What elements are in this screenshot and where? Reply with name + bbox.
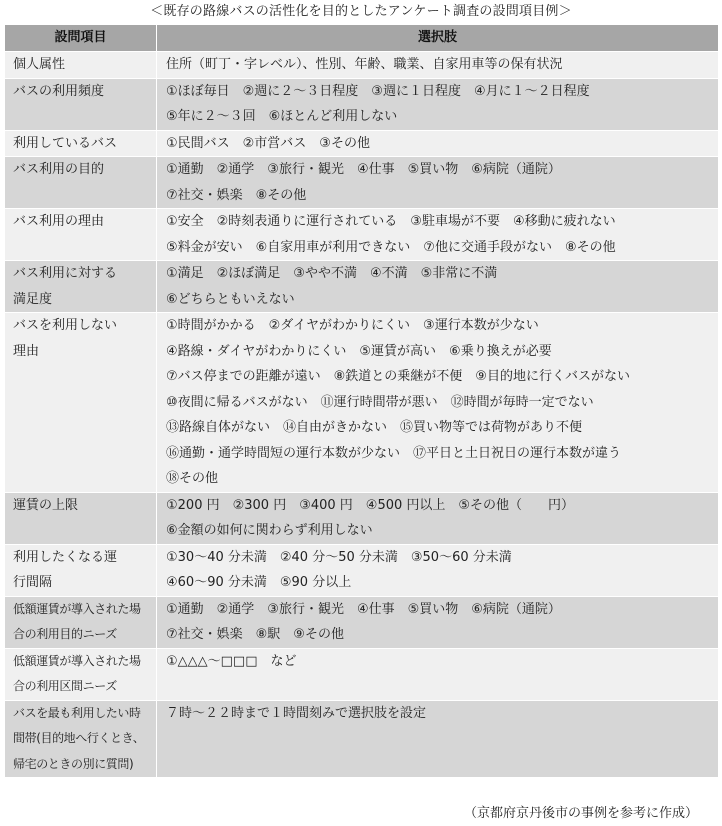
options-cell: [157, 209, 719, 261]
table-row: [5, 130, 719, 157]
question-item-text: バス利用の目的: [13, 162, 105, 177]
table-row: [5, 261, 719, 313]
option-line: ①安全 ②時刻表通りに運行されている ③駐車場が不要 ④移動に疲れない: [166, 214, 616, 229]
options-cell: [157, 52, 719, 79]
table-row: [5, 492, 719, 544]
question-item-cell: [5, 157, 157, 209]
table-row: [5, 52, 719, 79]
question-item-cell: [5, 313, 157, 493]
option-line: ①満足 ②ほぼ満足 ③やや不満 ④不満 ⑤非常に不満: [166, 266, 498, 281]
option-line: ①時間がかかる ②ダイヤがわかりにくい ③運行本数が少ない: [166, 318, 539, 333]
question-item-text: 低額運賃が導入された場: [13, 653, 141, 668]
header-item: 設問項目: [5, 25, 157, 52]
options-cell: [157, 313, 719, 493]
options-cell: [157, 130, 719, 157]
question-item-text: バスを利用しない: [13, 318, 118, 333]
question-item-text: 利用しているバス: [13, 135, 118, 151]
option-line: ①民間バス ②市営バス ③その他: [166, 135, 370, 151]
option-line: ⑦社交・娯楽 ⑧その他: [166, 187, 307, 203]
table-row: [5, 648, 719, 700]
question-item-text: バス利用の理由: [13, 214, 105, 229]
option-line: ⑬路線自体がない ⑭自由がきかない ⑮買い物等では荷物があり不便: [166, 420, 583, 435]
option-line: ①200 円 ②300 円 ③400 円 ④500 円以上 ⑤その他（ 円）: [166, 497, 575, 513]
question-item-cell: [5, 78, 157, 130]
survey-items-table: [4, 24, 719, 778]
question-item-cell: [5, 209, 157, 261]
option-line: 住所（町丁・字レベル）、性別、年齢、職業、自家用車等の保有状況: [166, 57, 563, 72]
header-options: 選択肢: [157, 25, 719, 52]
table-body: [5, 52, 719, 778]
question-item-cell: [5, 52, 157, 79]
question-item-cell: [5, 544, 157, 596]
question-item-text: 理由: [13, 343, 40, 359]
question-item-cell: [5, 596, 157, 648]
table-row: [5, 596, 719, 648]
options-cell: [157, 544, 719, 596]
table-row: [5, 313, 719, 493]
question-item-text: 行間隔: [13, 575, 53, 590]
option-line: ④60～90 分未満 ⑤90 分以上: [166, 575, 352, 590]
options-cell: [157, 596, 719, 648]
option-line: ①△△△～□□□ など: [166, 653, 297, 669]
table-row: [5, 544, 719, 596]
question-item-text: 個人属性: [13, 57, 66, 72]
source-note: （京都府京丹後市の事例を参考に作成）: [463, 806, 698, 821]
option-line: ７時～２２時まで１時間刻みで選択肢を設定: [166, 705, 427, 721]
question-item-cell: [5, 261, 157, 313]
question-item-cell: [5, 700, 157, 778]
question-item-text: 帰宅のときの別に質問): [13, 756, 134, 771]
option-line: ⑦社交・娯楽 ⑧駅 ⑨その他: [166, 627, 344, 642]
options-cell: [157, 700, 719, 778]
table-row: [5, 157, 719, 209]
options-cell: [157, 157, 719, 209]
option-line: ⑥金額の如何に関わらず利用しない: [166, 523, 373, 538]
option-line: ⑥どちらともいえない: [166, 291, 295, 307]
question-item-cell: [5, 648, 157, 700]
table-row: [5, 700, 719, 778]
question-item-cell: [5, 130, 157, 157]
option-line: ⑤料金が安い ⑥自家用車が利用できない ⑦他に交通手段がない ⑧その他: [166, 239, 616, 255]
table-row: [5, 78, 719, 130]
option-line: ①通勤 ②通学 ③旅行・観光 ④仕事 ⑤買い物 ⑥病院（通院）: [166, 162, 561, 177]
option-line: ①通勤 ②通学 ③旅行・観光 ④仕事 ⑤買い物 ⑥病院（通院）: [166, 601, 561, 617]
option-line: ①ほぼ毎日 ②週に２～３日程度 ③週に１日程度 ④月に１～２日程度: [166, 83, 590, 99]
option-line: ⑯通勤・通学時間短の運行本数が少ない ⑰平日と土日祝日の運行本数が違う: [166, 445, 622, 461]
question-item-text: 間帯(目的地へ行くとき、: [13, 731, 145, 745]
question-item-text: 合の利用目的ニーズ: [13, 627, 117, 641]
question-item-text: 満足度: [13, 291, 53, 307]
option-line: ④路線・ダイヤがわかりにくい ⑤運賃が高い ⑥乗り換えが必要: [166, 343, 552, 359]
options-cell: [157, 78, 719, 130]
option-line: ①30～40 分未満 ②40 分～50 分未満 ③50～60 分未満: [166, 549, 512, 565]
option-line: ⑩夜間に帰るバスがない ⑪運行時間帯が悪い ⑫時間が毎時一定でない: [166, 394, 594, 410]
question-item-text: バスを最も利用したい時: [13, 705, 141, 720]
question-item-text: 利用したくなる運: [13, 549, 118, 565]
options-cell: [157, 648, 719, 700]
question-item-text: バス利用に対する: [13, 266, 118, 281]
question-item-text: バスの利用頻度: [13, 83, 105, 99]
table-row: [5, 209, 719, 261]
question-item-text: 低額運賃が導入された場: [13, 601, 141, 616]
table-header-row: [5, 25, 719, 52]
option-line: ⑱その他: [166, 471, 219, 486]
question-item-text: 運賃の上限: [13, 497, 79, 513]
page-title: ＜既存の路線バスの活性化を目的としたアンケート調査の設問項目例＞: [150, 4, 572, 19]
question-item-text: 合の利用区間ニーズ: [13, 679, 117, 693]
option-line: ⑤年に２～３回 ⑥ほとんど利用しない: [166, 109, 398, 124]
options-cell: [157, 492, 719, 544]
options-cell: [157, 261, 719, 313]
option-line: ⑦バス停までの距離が遠い ⑧鉄道との乗継が不便 ⑨目的地に行くバスがない: [166, 369, 630, 384]
question-item-cell: [5, 492, 157, 544]
